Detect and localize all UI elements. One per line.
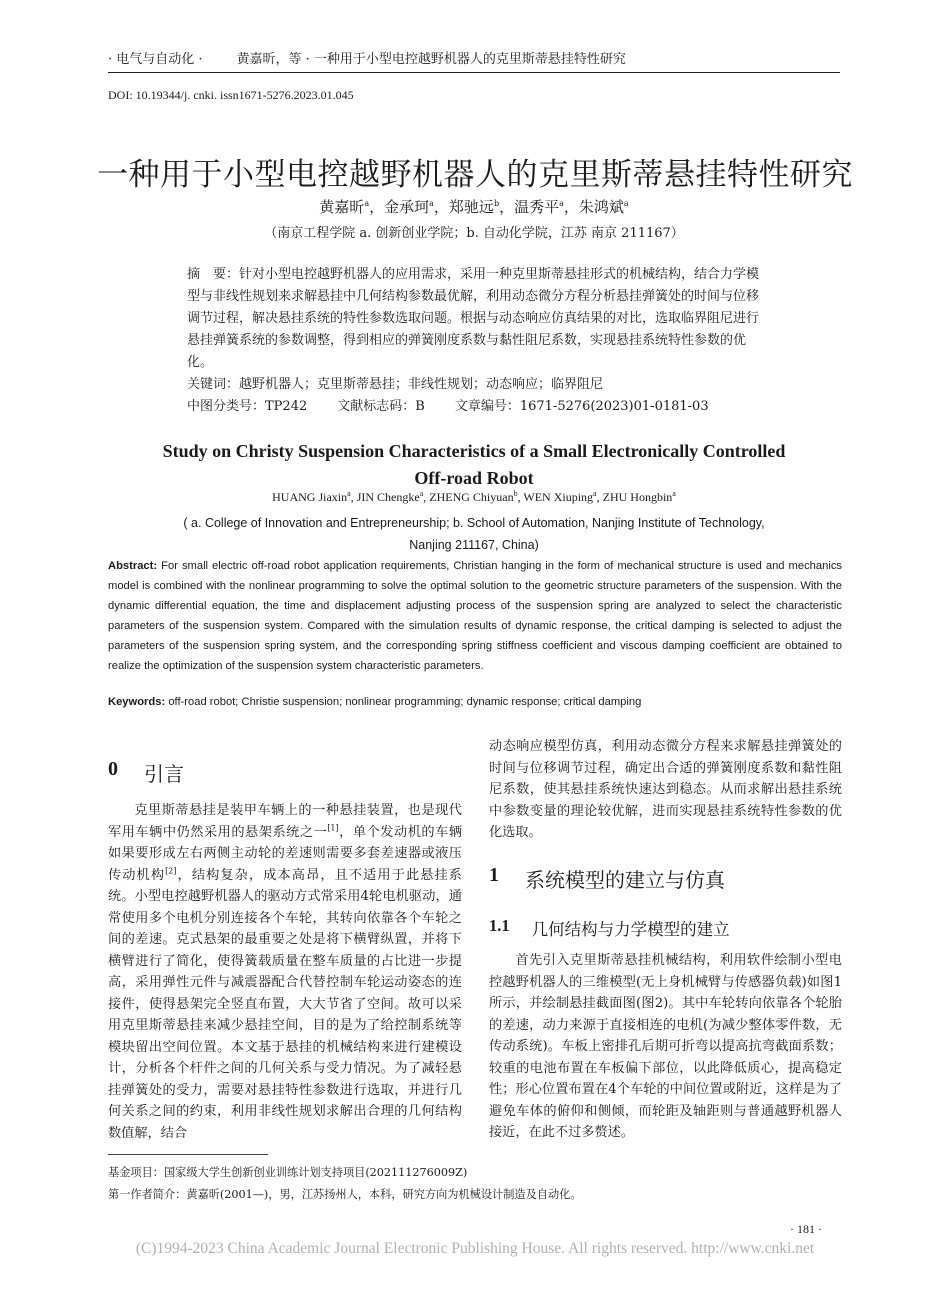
doc-label: 文献标志码： bbox=[337, 399, 416, 414]
affiliation-en-line1: ( a. College of Innovation and Entrepreneurship; b. School of Automation, Nanjing Institute of Technology, bbox=[183, 516, 765, 530]
keywords-en-text: off-road robot; Christie suspension; nonlinear programming; dynamic response; critical damping bbox=[168, 696, 642, 708]
affil-mark: a bbox=[559, 199, 564, 208]
author-cn: 黄嘉昕 bbox=[319, 198, 365, 216]
section-title: 引言 bbox=[144, 762, 184, 786]
keywords-cn-text: 越野机器人；克里斯蒂悬挂；非线性规划；动态响应；临界阻尼 bbox=[239, 377, 604, 392]
affiliation-en-line2: Nanjing 211167, China) bbox=[409, 538, 539, 552]
author-en: JIN Chengke bbox=[356, 490, 420, 504]
running-head bbox=[108, 48, 840, 67]
citation-1[interactable]: [1] bbox=[327, 823, 339, 833]
footnotes bbox=[108, 1162, 842, 1206]
author-en: WEN Xiuping bbox=[523, 490, 594, 504]
affiliation-cn: （南京工程学院 a. 创新创业学院；b. 自动化学院，江苏 南京 211167） bbox=[264, 226, 684, 241]
author-cn: 金承珂 bbox=[384, 198, 430, 216]
keywords-cn-label: 关键词： bbox=[187, 377, 240, 392]
abstract-cn-label: 摘 要： bbox=[187, 267, 240, 282]
affil-mark: a bbox=[593, 489, 597, 498]
section-number: 0 bbox=[108, 758, 118, 780]
affil-mark: a bbox=[419, 489, 424, 498]
affil-mark: a bbox=[364, 199, 370, 208]
title-cn: 一种用于小型电控越野机器人的克里斯蒂悬挂特性研究 bbox=[97, 156, 853, 193]
right-column bbox=[489, 736, 842, 844]
affil-mark: a bbox=[623, 199, 629, 208]
journal-section: · 电气与自动化 · bbox=[108, 52, 203, 67]
author-cn: 朱鸿斌 bbox=[578, 198, 624, 216]
author-cn: 郑驰远 bbox=[448, 198, 494, 216]
clc-code bbox=[187, 396, 307, 418]
abstract-cn bbox=[187, 264, 769, 374]
affil-mark: a bbox=[347, 489, 351, 498]
clc-value: TP242 bbox=[265, 399, 308, 414]
authors-cn: 黄嘉昕$^a$，金承珂$^a$，郑驰远$^b$，温秀平$^a$，朱鸿斌$^a$ bbox=[319, 198, 629, 216]
authors-en: HUANG Jiaxin$^a$, JIN Chengke$^a$, ZHENG Chiyuan$^b$, WEN Xiuping$^a$, ZHU Hongbin$^a$ bbox=[272, 489, 676, 504]
section-number: 1 bbox=[489, 864, 499, 886]
intro-text-3: ，结构复杂，成本高昂，且不适用于此悬挂系统。小型电控越野机器人的驱动方式常采用4轮电机驱动，通常使用多个电机分别连接各个车轮，其转向依靠各个车轮之间的差速。克式悬架的最重要之处是将下横臂纵置，并将下横臂进行了简化，使得簧载质量在整车质量的占比进一步提高，采用弹性元件与减震器配合代替控制车轮运动姿态的连接件，使得悬架完全竖直布置，大大节省了空间。故可以采用克里斯蒂悬挂来减少悬挂空间，目的是为了给控制系统等模块留出空间位置。本文基于悬挂的机械结构来进行建模设计，分析各个杆件之间的几何关系与受力情况。为了减轻悬挂弹簧处的受力，需要对悬挂特性参数进行选取，并进行几何关系之间的约束，利用非线性规划求解出合理的几何结构数值解，结合 bbox=[108, 867, 462, 1141]
running-title: 黄嘉昕，等 · 一种用于小型电控越野机器人的克里斯蒂悬挂特性研究 bbox=[236, 52, 626, 67]
intro-continuation: 动态响应模型仿真，利用动态微分方程来求解悬挂弹簧处的时间与位移调节过程，确定出合适的弹簧刚度系数和黏性阻尼系数，使其悬挂系统快速达到稳态。从而求解出悬挂系统中参数变量的理论较优解，进而实现悬挂系统特性参数的优化选取。 bbox=[489, 739, 842, 840]
section-1-heading bbox=[489, 864, 725, 893]
author-en: ZHU Hongbin bbox=[602, 490, 673, 504]
author-cn: 温秀平 bbox=[514, 198, 560, 216]
title-en-line1: Study on Christy Suspension Characteristics of a Small Electronically Controlled bbox=[162, 441, 786, 461]
section-1-1-paragraph: 首先引入克里斯蒂悬挂机械结构，利用软件绘制小型电控越野机器人的三维模型(无上身机械臂与传感器负载)如图1所示，并绘制悬挂截面图(图2)。其中车轮转向依靠各个轮胎的差速，动力来源于直接相连的电机(为减少整体零件数，无传动系统)。车板上密排孔后期可折弯以提高抗弯截面系数；较重的电池布置在车板偏下部位，以此降低质心，提高稳定性；形心位置布置在4个车轮的中间位置或附近，这样是为了避免车体的俯仰和侧倾，而轮距及轴距则与普通越野机器人接近，在此不过多赘述。 bbox=[489, 953, 842, 1140]
art-label: 文章编号： bbox=[454, 399, 520, 414]
section-0-heading bbox=[108, 758, 184, 787]
affil-mark: a bbox=[429, 199, 434, 208]
title-en-line2: Off-road Robot bbox=[414, 468, 534, 488]
affil-mark: a bbox=[672, 489, 676, 498]
left-column bbox=[108, 800, 462, 1144]
abstract-cn-text: 针对小型电控越野机器人的应用需求，采用一种克里斯蒂悬挂形式的机械结构，结合力学模型与非线性规划来求解悬挂中几何结构参数最优解，利用动态微分方程分析悬挂弹簧处的时间与位移调节过程，解决悬挂系统的特性参数选取问题。根据与动态响应仿真结果的对比，选取临界阻尼进行悬挂弹簧系统的参数调整，得到相应的弹簧刚度系数与黏性阻尼系数，实现悬挂系统特性参数的优化。 bbox=[187, 267, 760, 370]
doc-value: B bbox=[415, 399, 425, 414]
intro-paragraph bbox=[108, 800, 462, 1144]
author-en: ZHENG Chiyuan bbox=[429, 490, 514, 504]
section-1-1-body bbox=[489, 950, 842, 1144]
citation-2[interactable]: [2] bbox=[165, 866, 177, 876]
keywords-en bbox=[108, 696, 842, 708]
abstract-en-label: Abstract: bbox=[108, 560, 158, 572]
subsection-title: 几何结构与力学模型的建立 bbox=[531, 920, 730, 939]
author-en: HUANG Jiaxin bbox=[272, 490, 348, 504]
abstract-en bbox=[108, 556, 842, 676]
article-number bbox=[455, 396, 709, 418]
title-en bbox=[108, 438, 840, 492]
footnote-rule bbox=[108, 1154, 268, 1155]
affil-mark: b bbox=[493, 199, 500, 208]
author-footnote: 第一作者简介：黄嘉昕(2001—)，男，江苏扬州人，本科，研究方向为机械设计制造及自动化。 bbox=[108, 1188, 582, 1201]
intro-text-1: 克里斯蒂悬挂是装甲车辆上的一种悬挂装置，也是现代军用车辆中仍然采用的悬架系统之一 bbox=[108, 803, 462, 840]
section-1-1-heading bbox=[489, 916, 730, 940]
cnki-watermark: (C)1994-2023 China Academic Journal Electronic Publishing House. All rights reserved. http://www.cnki.net bbox=[135, 1240, 815, 1257]
classification-row bbox=[187, 396, 769, 418]
affil-mark: b bbox=[513, 489, 518, 498]
keywords-cn bbox=[187, 374, 769, 396]
section-title: 系统模型的建立与仿真 bbox=[525, 868, 725, 892]
fund-footnote: 基金项目：国家级大学生创新创业训练计划支持项目(202111276009Z) bbox=[108, 1166, 468, 1179]
abstract-en-text: For small electric off-road robot application requirements, Christian hanging in the form of mechanical structure is used and mechanics model is combined with the nonlinear programming to solve the optimal solution to the geometric structure parameters of the suspension. With the dynamic differential equation, the time and displacement adjusting process of the suspension spring are analyzed to select the characteristic parameters of the suspension system. Compared with the simulation results of dynamic response, the critical damping is selected to adjust the parameters of the suspension spring system, and the corresponding spring stiffness coefficient and viscous damping coefficient are obtained to realize the optimization of the suspension system characteristic parameters. bbox=[108, 560, 843, 672]
art-value: 1671-5276(2023)01-0181-03 bbox=[519, 399, 709, 414]
page-number: · 181 · bbox=[790, 1222, 822, 1236]
intro-text-2: ，单个发动机的车辆如果要形成左右两侧主动轮的差速则需要多套差速器或液压传动机构 bbox=[108, 824, 463, 883]
doi[interactable]: DOI: 10.19344/j. cnki. issn1671-5276.2023.01.045 bbox=[108, 88, 354, 102]
subsection-number: 1.1 bbox=[489, 916, 510, 935]
doc-code bbox=[337, 396, 425, 418]
affiliation-en bbox=[108, 512, 840, 556]
keywords-en-label: Keywords: bbox=[108, 696, 166, 708]
header-rule bbox=[108, 72, 840, 73]
clc-label: 中图分类号： bbox=[187, 399, 266, 414]
abstract-cn-block bbox=[187, 264, 769, 418]
